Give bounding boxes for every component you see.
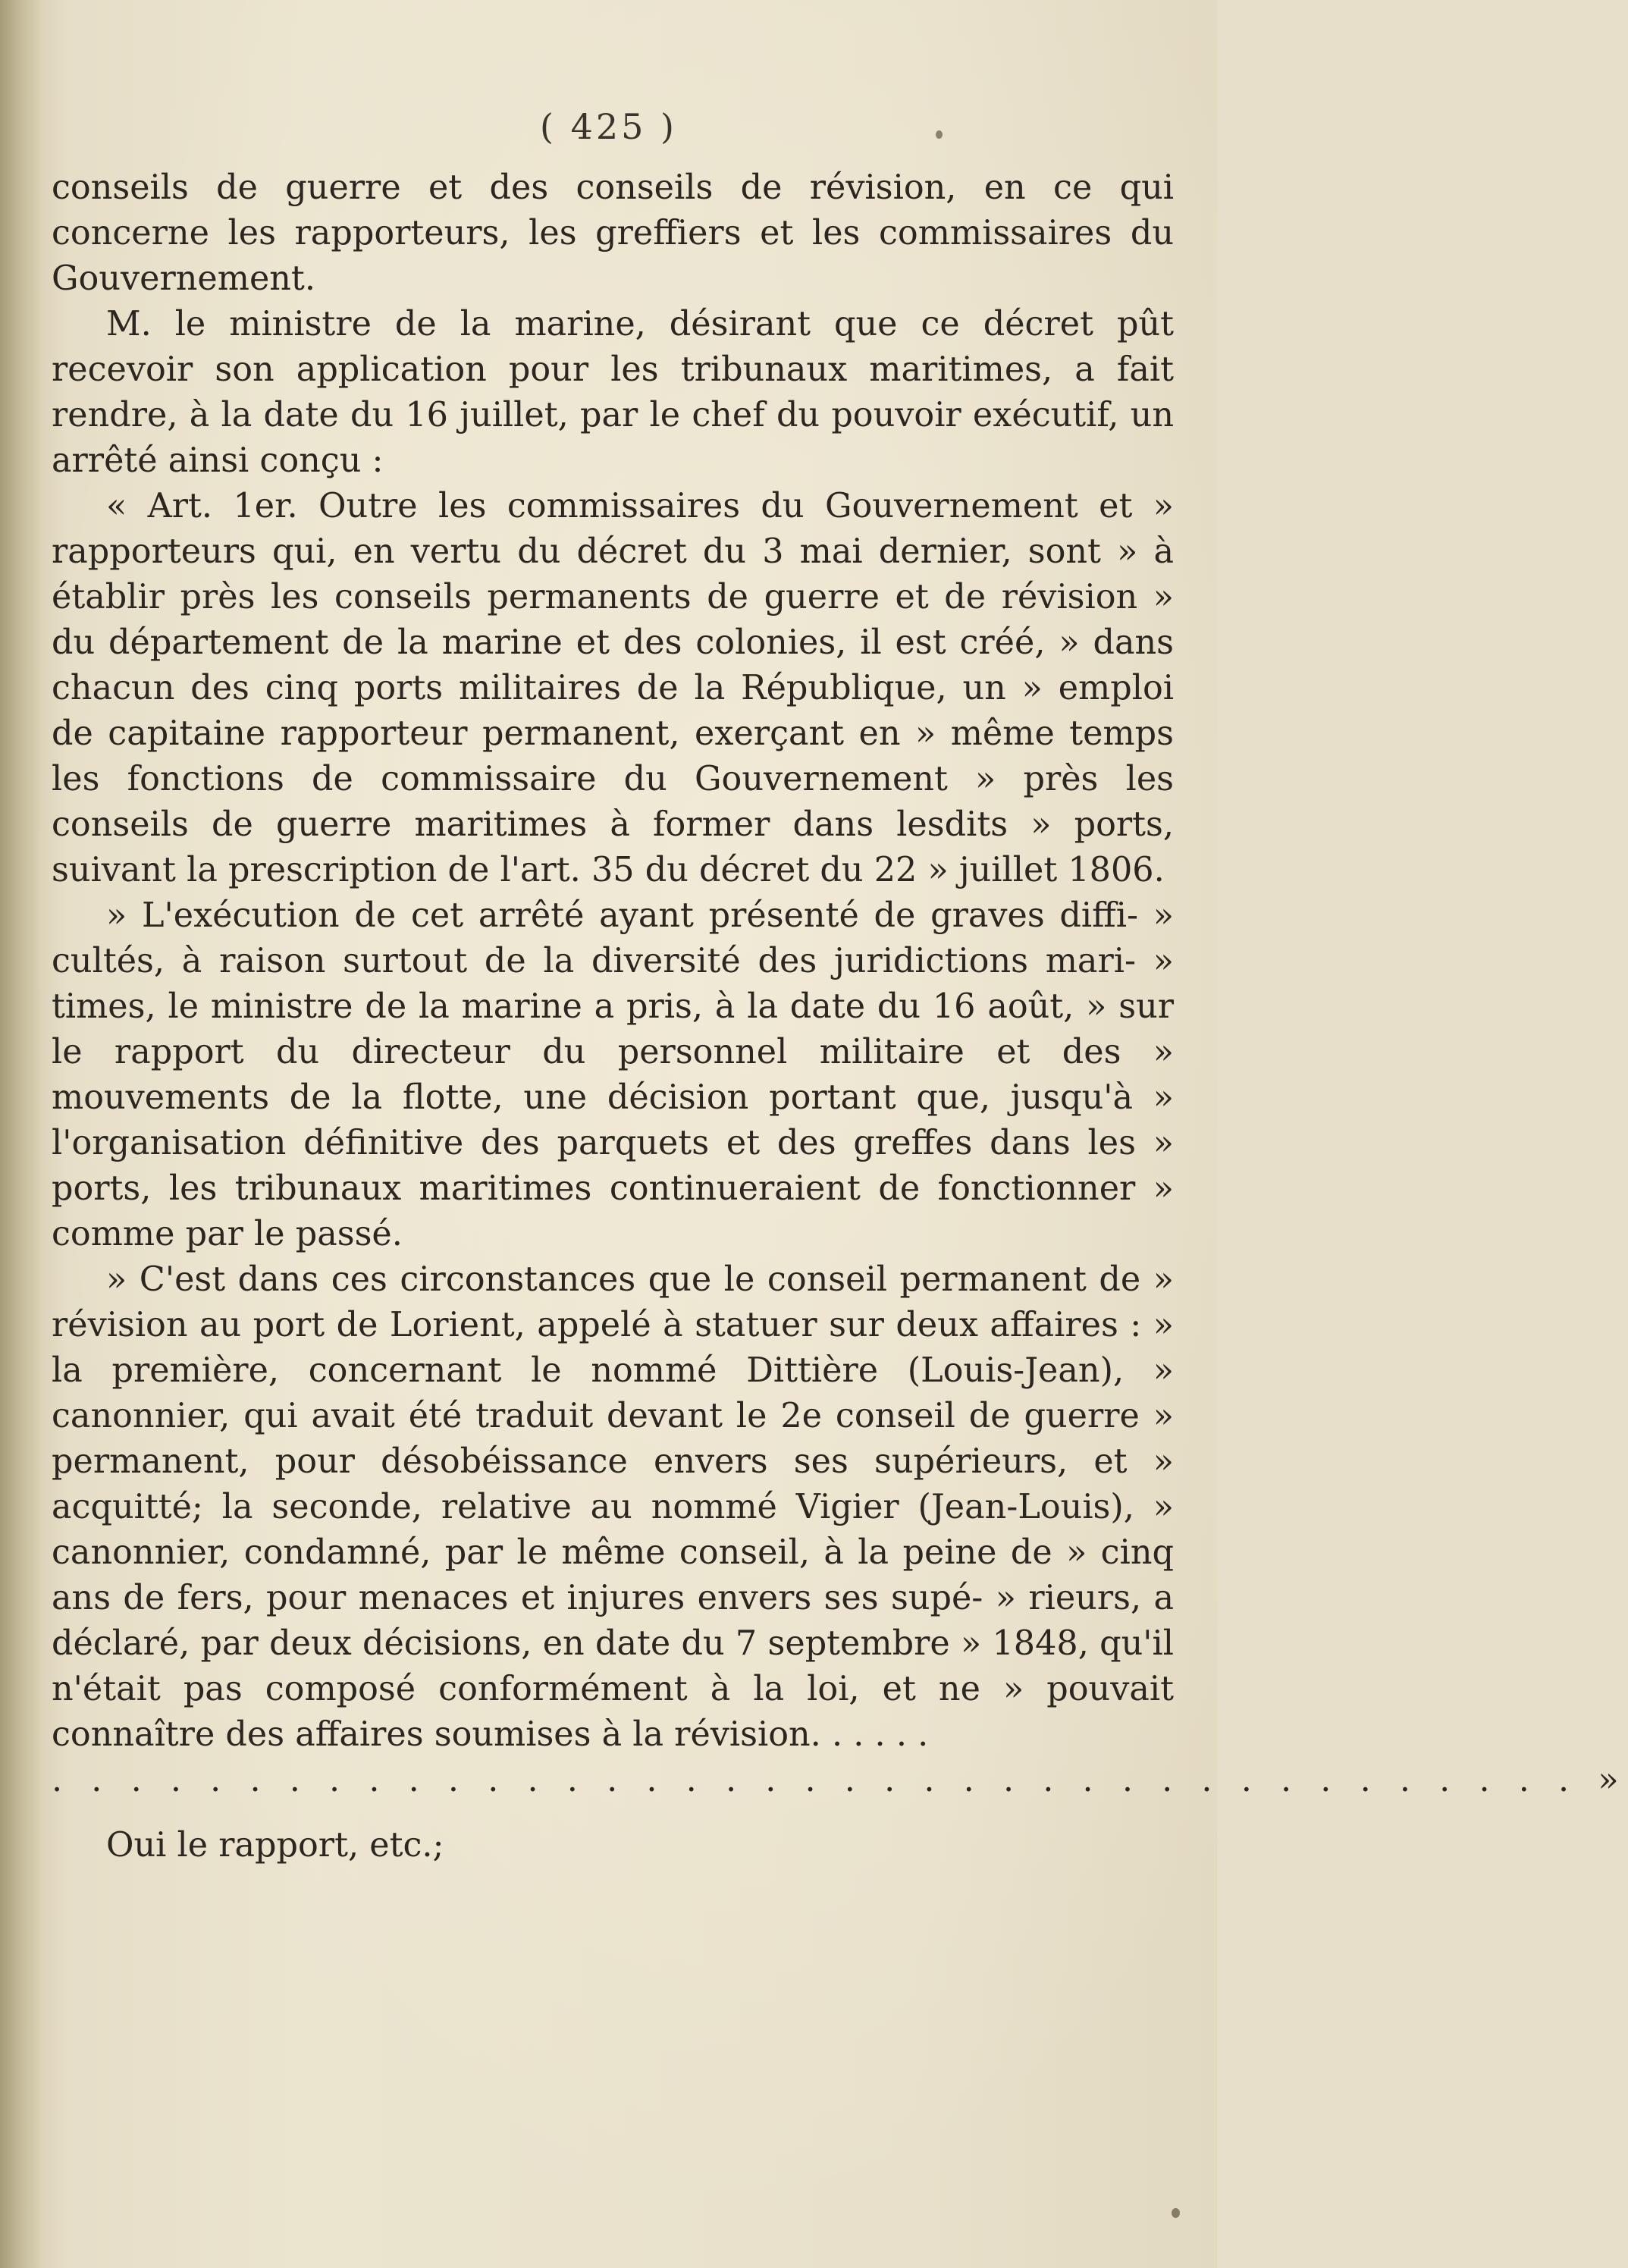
paragraph-ministre: M. le ministre de la marine, désirant que ce décret pût recevoir son application pour les tribunaux maritimes, a fait rendre, à la date du 16 juillet, par le chef du pouvoir exécutif, un arrêté ainsi conçu : — [52, 305, 1174, 480]
ink-speck — [936, 130, 943, 139]
body-text — [52, 165, 1628, 1868]
paragraph-article-1: « Art. 1er. Outre les commissaires du Gouvernement et » rapporteurs qui, en vertu du décret du 3 mai dernier, sont » à établir près les conseils permanents de guerre et de révision » du département de la marine et des colonies, il est créé, » dans chacun des cinq ports militaires de la République, un » emploi de capitaine rapporteur permanent, exerçant en » même temps les fonctions de commissaire du Gouvernement » près les conseils de guerre maritimes à former dans lesdits » ports, suivant la prescription de l'art. 35 du décret du 22 » juillet 1806. — [52, 487, 1174, 889]
paragraph-continuation: conseils de guerre et des conseils de révision, en ce qui concerne les rapporteurs, les greffiers et les commissaires du Gouvernement. — [52, 168, 1174, 298]
page-number: ( 425 ) — [540, 106, 677, 147]
paragraph-oui-le-rapport: Oui le rapport, etc.; — [106, 1826, 444, 1865]
ellipsis-line: . . . . . . . . . . . . . . . . . . . . . . . . . . . . . . . . . . . . . . . » — [52, 1761, 1628, 1799]
binding-gutter — [0, 0, 42, 2268]
ink-speck — [1172, 2208, 1180, 2218]
paragraph-execution: » L'exécution de cet arrêté ayant présenté de graves diffi- » cultés, à raison surtout de la diversité des juridictions mari- » times, le ministre de la marine a pris, à la date du 16 août, » sur le rapport du directeur du personnel militaire et des » mouvements de la flotte, une décision portant que, jusqu'à » l'organisation définitive des parquets et des greffes dans les » ports, les tribunaux maritimes continueraient de fonctionner » comme par le passé. — [52, 896, 1174, 1253]
paragraph-circonstances: » C'est dans ces circonstances que le conseil permanent de » révision au port de Lorient, appelé à statuer sur deux affaires : » la première, concernant le nommé Dittière (Louis-Jean), » canonnier, qui avait été traduit devant le 2e conseil de guerre » permanent, pour désobéissance envers ses supérieurs, et » acquitté; la seconde, relative au nommé Vigier (Jean-Louis), » canonnier, condamné, par le même conseil, à la peine de » cinq ans de fers, pour menaces et injures envers ses supé- » rieurs, a déclaré, par deux décisions, en date du 7 septembre » 1848, qu'il n'était pas composé conformément à la loi, et ne » pouvait connaître des affaires soumises à la révision. . . . . . — [52, 1260, 1174, 1754]
